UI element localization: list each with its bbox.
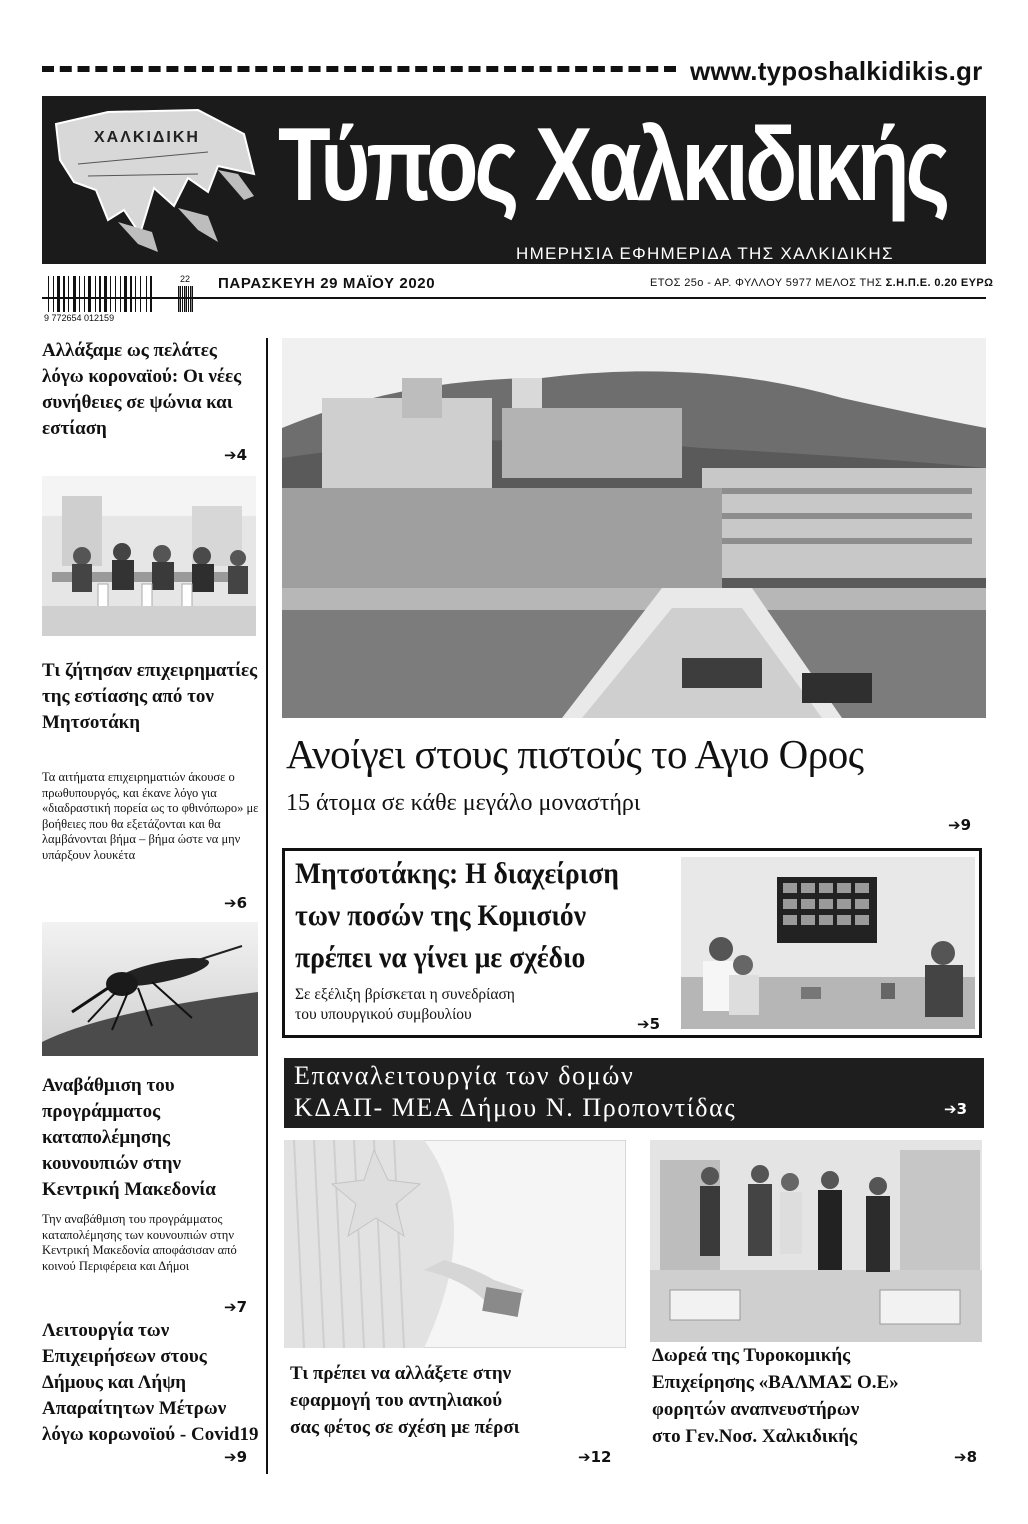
cabinet-story-box[interactable]: [282, 848, 982, 1038]
kdap-banner[interactable]: [284, 1058, 984, 1128]
lead-subhead: 15 άτομα σε κάθε μεγάλο μοναστήρι: [286, 790, 641, 816]
sunscreen-page-ref: ➔12: [578, 1448, 612, 1466]
newspaper-title: Τύπος Χαλκιδικής: [278, 107, 947, 223]
banner-line2: ΚΔΑΠ- ΜΕΑ Δήμου Ν. Προποντίδας: [294, 1093, 737, 1122]
dashed-rule: [42, 66, 676, 72]
chalkidiki-map-icon: [48, 104, 258, 254]
story4-page-ref: ➔9: [224, 1448, 248, 1466]
story3-body: Την αναβάθμιση του προγράμματος καταπολέμησης των κουνουπιών στην Κεντρική Μακεδονία αποφάσισαν από κοινού Περιφέρεια και Δήμοι: [42, 1212, 237, 1273]
column-divider: [266, 338, 268, 1474]
cabinet-body: Σε εξέλιξη βρίσκεται η συνεδρίαση του υπουργικού συμβουλίου: [295, 986, 515, 1023]
cabinet-headline-line2: των ποσών της Κομισιόν: [295, 899, 587, 932]
hospital-donation-photo: [650, 1140, 982, 1342]
svg-text:ΧΑΛΚΙΔΙΚΗ: ΧΑΛΚΙΔΙΚΗ: [94, 129, 200, 146]
story3-page-ref: ➔7: [224, 1298, 248, 1316]
svg-text:9 772654 012159: 9 772654 012159: [44, 313, 115, 322]
issue-date: ΠΑΡΑΣΚΕΥΗ 29 ΜΑΪΟΥ 2020: [218, 275, 436, 292]
newspaper-subtitle: ΗΜΕΡΗΣΙΑ ΕΦΗΜΕΡΙΔΑ ΤΗΣ ΧΑΛΚΙΔΙΚΗΣ: [516, 244, 894, 263]
donation-page-ref: ➔8: [954, 1448, 978, 1466]
story2-body: Τα αιτήματα επιχειρηματιών άκουσε ο πρωθυπουργός, και έκανε λόγο για «διαδραστική πορεία ως το φθινόπωρο» με βοήθειες που θα εξετάζονται και θα λαμβάνονται βήμα – βήμα ώστε να μην υπάρξουν λουκέτα: [42, 770, 259, 862]
story3-headline[interactable]: Αναβάθμιση του προγράμματος καταπολέμησης κουνουπιών στην Κεντρική Μακεδονία: [42, 1075, 216, 1200]
cabinet-meeting-photo: [681, 857, 975, 1029]
banner-page-ref: ➔3: [944, 1100, 968, 1118]
lead-headline[interactable]: Ανοίγει στους πιστούς το Αγιο Ορος: [286, 731, 864, 777]
cabinet-page-ref: ➔5: [637, 1015, 661, 1033]
mosquito-photo: [42, 922, 258, 1056]
cabinet-headline-line1: Μητσοτάκης: Η διαχείριση: [295, 857, 619, 890]
sunscreen-photo: [284, 1140, 626, 1348]
issue-info: ΕΤΟΣ 25ο - ΑΡ. ΦΥΛΛΟΥ 5977 ΜΕΛΟΣ ΤΗΣ Σ.Η.Π.Ε. 0.20 ΕΥΡΩ: [650, 277, 994, 289]
header-rule: [42, 297, 986, 299]
lead-page-ref: ➔9: [948, 816, 972, 834]
mount-athos-photo: [282, 338, 986, 718]
masthead: [42, 96, 986, 264]
story2-page-ref: ➔6: [224, 894, 248, 912]
restaurant-meeting-photo: [42, 476, 256, 636]
story1-page-ref: ➔4: [224, 446, 248, 464]
svg-text:22: 22: [180, 274, 191, 284]
cabinet-headline-line3: πρέπει να γίνει με σχέδιο: [295, 941, 586, 974]
story1-headline[interactable]: Αλλάξαμε ως πελάτες λόγω κοροναϊού: Οι νέες συνήθειες σε ψώνια και εστίαση: [42, 340, 242, 439]
donation-headline[interactable]: Δωρεά της Τυροκομικής Επιχείρησης «ΒΑΛΜΑΣ Ο.Ε» φορητών αναπνευστήρων στο Γεν.Νοσ. Χαλκιδικής: [652, 1345, 899, 1447]
sunscreen-headline[interactable]: Τι πρέπει να αλλάξετε στην εφαρμογή του αντηλιακού σας φέτος σε σχέση με πέρσι: [290, 1363, 520, 1438]
story2-headline[interactable]: Τι ζήτησαν επιχειρηματίες της εστίασης από τον Μητσοτάκη: [42, 660, 258, 733]
website-url[interactable]: www.typoshalkidikis.gr: [690, 56, 983, 86]
story4-headline[interactable]: Λειτουργία των Επιχειρήσεων στους Δήμους και Λήψη Απαραίτητων Μέτρων λόγω κορωνοϊού - Covid19: [42, 1320, 259, 1445]
banner-line1: Επαναλειτουργία των δομών: [294, 1061, 635, 1090]
